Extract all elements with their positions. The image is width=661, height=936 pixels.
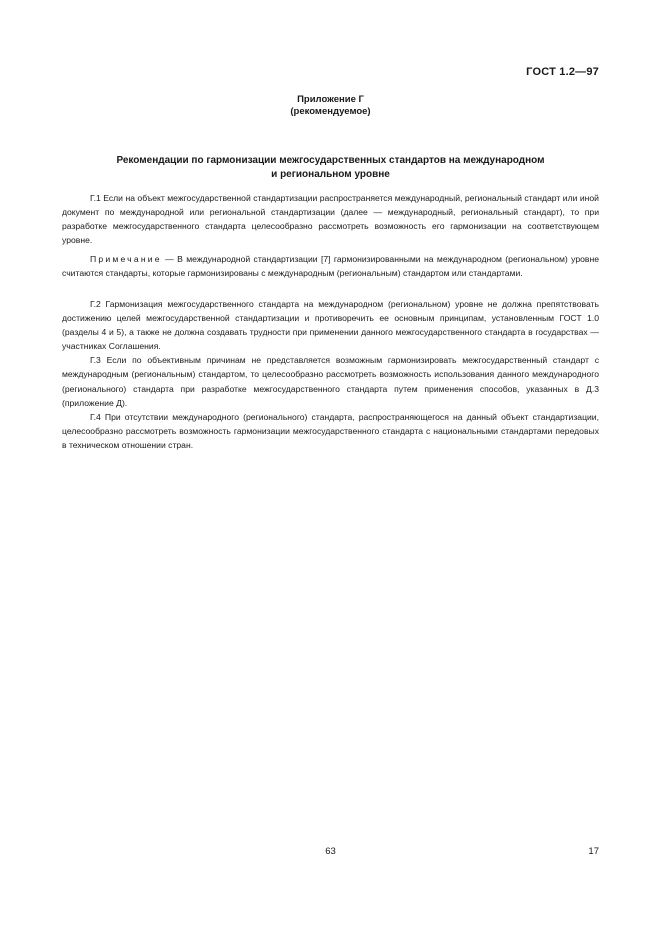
note-text: — В международной стандартизации [7] гармонизированными на международном (региональном) уровне считаются стандарты, которые гармонизированы с международным (региональным) стандартом или стандартами. (62, 254, 599, 279)
paragraph-g3: Г.3 Если по объективным причинам не представляется возможным гармонизировать межгосударственный стандарт с международным (региональным) стандартом, то целесообразно рассмотреть возможность использования данного международного (регионального) стандарта при разработке межгосударственного стандарта путем применения способов, указанных в Д.3 (приложение Д). (62, 355, 599, 408)
appendix-heading (0, 94, 661, 117)
page-number-center: 63 (325, 846, 336, 857)
note-label: Примечание (90, 254, 162, 264)
page-number-right: 17 (588, 846, 599, 857)
paragraph-g2: Г.2 Гармонизация межгосударственного стандарта на международном (региональном) уровне не должна препятствовать достижению целей межгосударственной стандартизации и противоречить ее основным принципам, установленным ГОСТ 1.0 (разделы 4 и 5), а также не должна создавать трудности при применении данного межгосударственного стандарта в государствах — участниках Соглашения. (62, 299, 599, 352)
appendix-subtitle: (рекомендуемое) (290, 105, 371, 117)
note-paragraph (62, 252, 599, 280)
appendix-title: Приложение Г (297, 94, 364, 105)
paragraph-g4: Г.4 При отсутствии международного (регионального) стандарта, распространяющегося на данный объект стандартизации, целесообразно рассмотреть возможность гармонизации межгосударственного стандарта с национальными стандартами передовых в техническом отношении стран. (62, 411, 599, 450)
document-code: ГОСТ 1.2—97 (526, 66, 599, 78)
section-title-line-2: и региональном уровне (271, 168, 390, 180)
paragraph-block-g1 (62, 191, 599, 247)
note-block (62, 252, 599, 280)
paragraph-block-g2-g4 (62, 297, 599, 452)
section-title (62, 154, 599, 181)
section-title-line-1: Рекомендации по гармонизации межгосударственных стандартов на международном (116, 155, 545, 166)
paragraph-g1: Г.1 Если на объект межгосударственной стандартизации распространяется международный, региональный стандарт или иной документ по международной или региональной стандартизации (далее — международный, региональный стандарт), то при разработке межгосударственного стандарта целесообразно рассмотреть возможность его гармонизации на соответствующем уровне. (62, 193, 599, 246)
